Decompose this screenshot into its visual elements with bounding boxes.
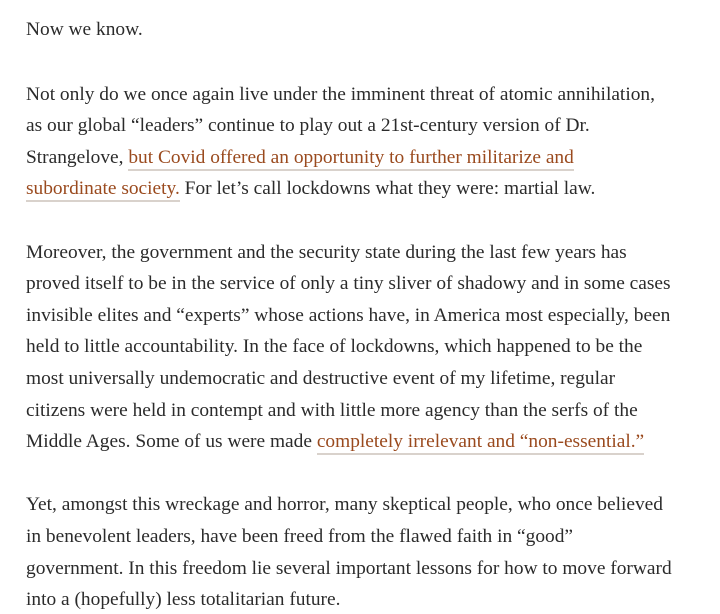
paragraph-3-line-5: most universally undemocratic and destructive event of my lifetime, regular xyxy=(26,367,616,389)
paragraph-2 xyxy=(26,79,702,205)
paragraph-3-line-1: Moreover, the government and the security state during the last few years has xyxy=(26,241,627,263)
paragraph-1 xyxy=(26,14,702,46)
paragraph-2-line-4-text: For let’s call lockdowns what they were: martial law. xyxy=(179,178,596,200)
paragraph-2-line-4 xyxy=(26,173,702,205)
paragraph-4-line-3: government. In this freedom lie several important lessons for how to move forward xyxy=(26,557,672,579)
covid-militarize-link-continued[interactable]: subordinate society. xyxy=(26,178,180,202)
paragraph-4-line-2: in benevolent leaders, have been freed from the flawed faith in “good” xyxy=(26,525,574,547)
paragraph-3 xyxy=(26,237,702,458)
non-essential-link[interactable]: completely irrelevant and “non-essential.” xyxy=(317,431,644,455)
paragraph-3-line-3: invisible elites and “experts” whose actions have, in America most especially, been xyxy=(26,304,671,326)
paragraph-4 xyxy=(26,489,702,614)
paragraph-2-line-3-text: Strangelove, xyxy=(26,146,129,168)
covid-militarize-link[interactable]: but Covid offered an opportunity to further militarize and xyxy=(128,147,574,171)
paragraph-2-line-2: as our global “leaders” continue to play out a 21st-century version of Dr. xyxy=(26,115,590,137)
paragraph-1-line: Now we know. xyxy=(26,19,143,40)
paragraph-3-line-2: proved itself to be in the service of only a tiny sliver of shadowy and in some cases xyxy=(26,273,671,295)
paragraph-3-line-7 xyxy=(26,426,702,458)
paragraph-2-line-1: Not only do we once again live under the imminent threat of atomic annihilation, xyxy=(26,83,655,105)
paragraph-3-line-7-text: Middle Ages. Some of us were made xyxy=(26,431,317,453)
paragraph-3-line-4: held to little accountability. In the face of lockdowns, which happened to be the xyxy=(26,336,643,358)
paragraph-3-line-6: citizens were held in contempt and with little more agency than the serfs of the xyxy=(26,399,638,421)
paragraph-4-line-4: into a (hopefully) less totalitarian future. xyxy=(26,589,341,611)
paragraph-4-line-1: Yet, amongst this wreckage and horror, many skeptical people, who once believed xyxy=(26,494,663,516)
paragraph-2-line-3 xyxy=(26,142,702,174)
